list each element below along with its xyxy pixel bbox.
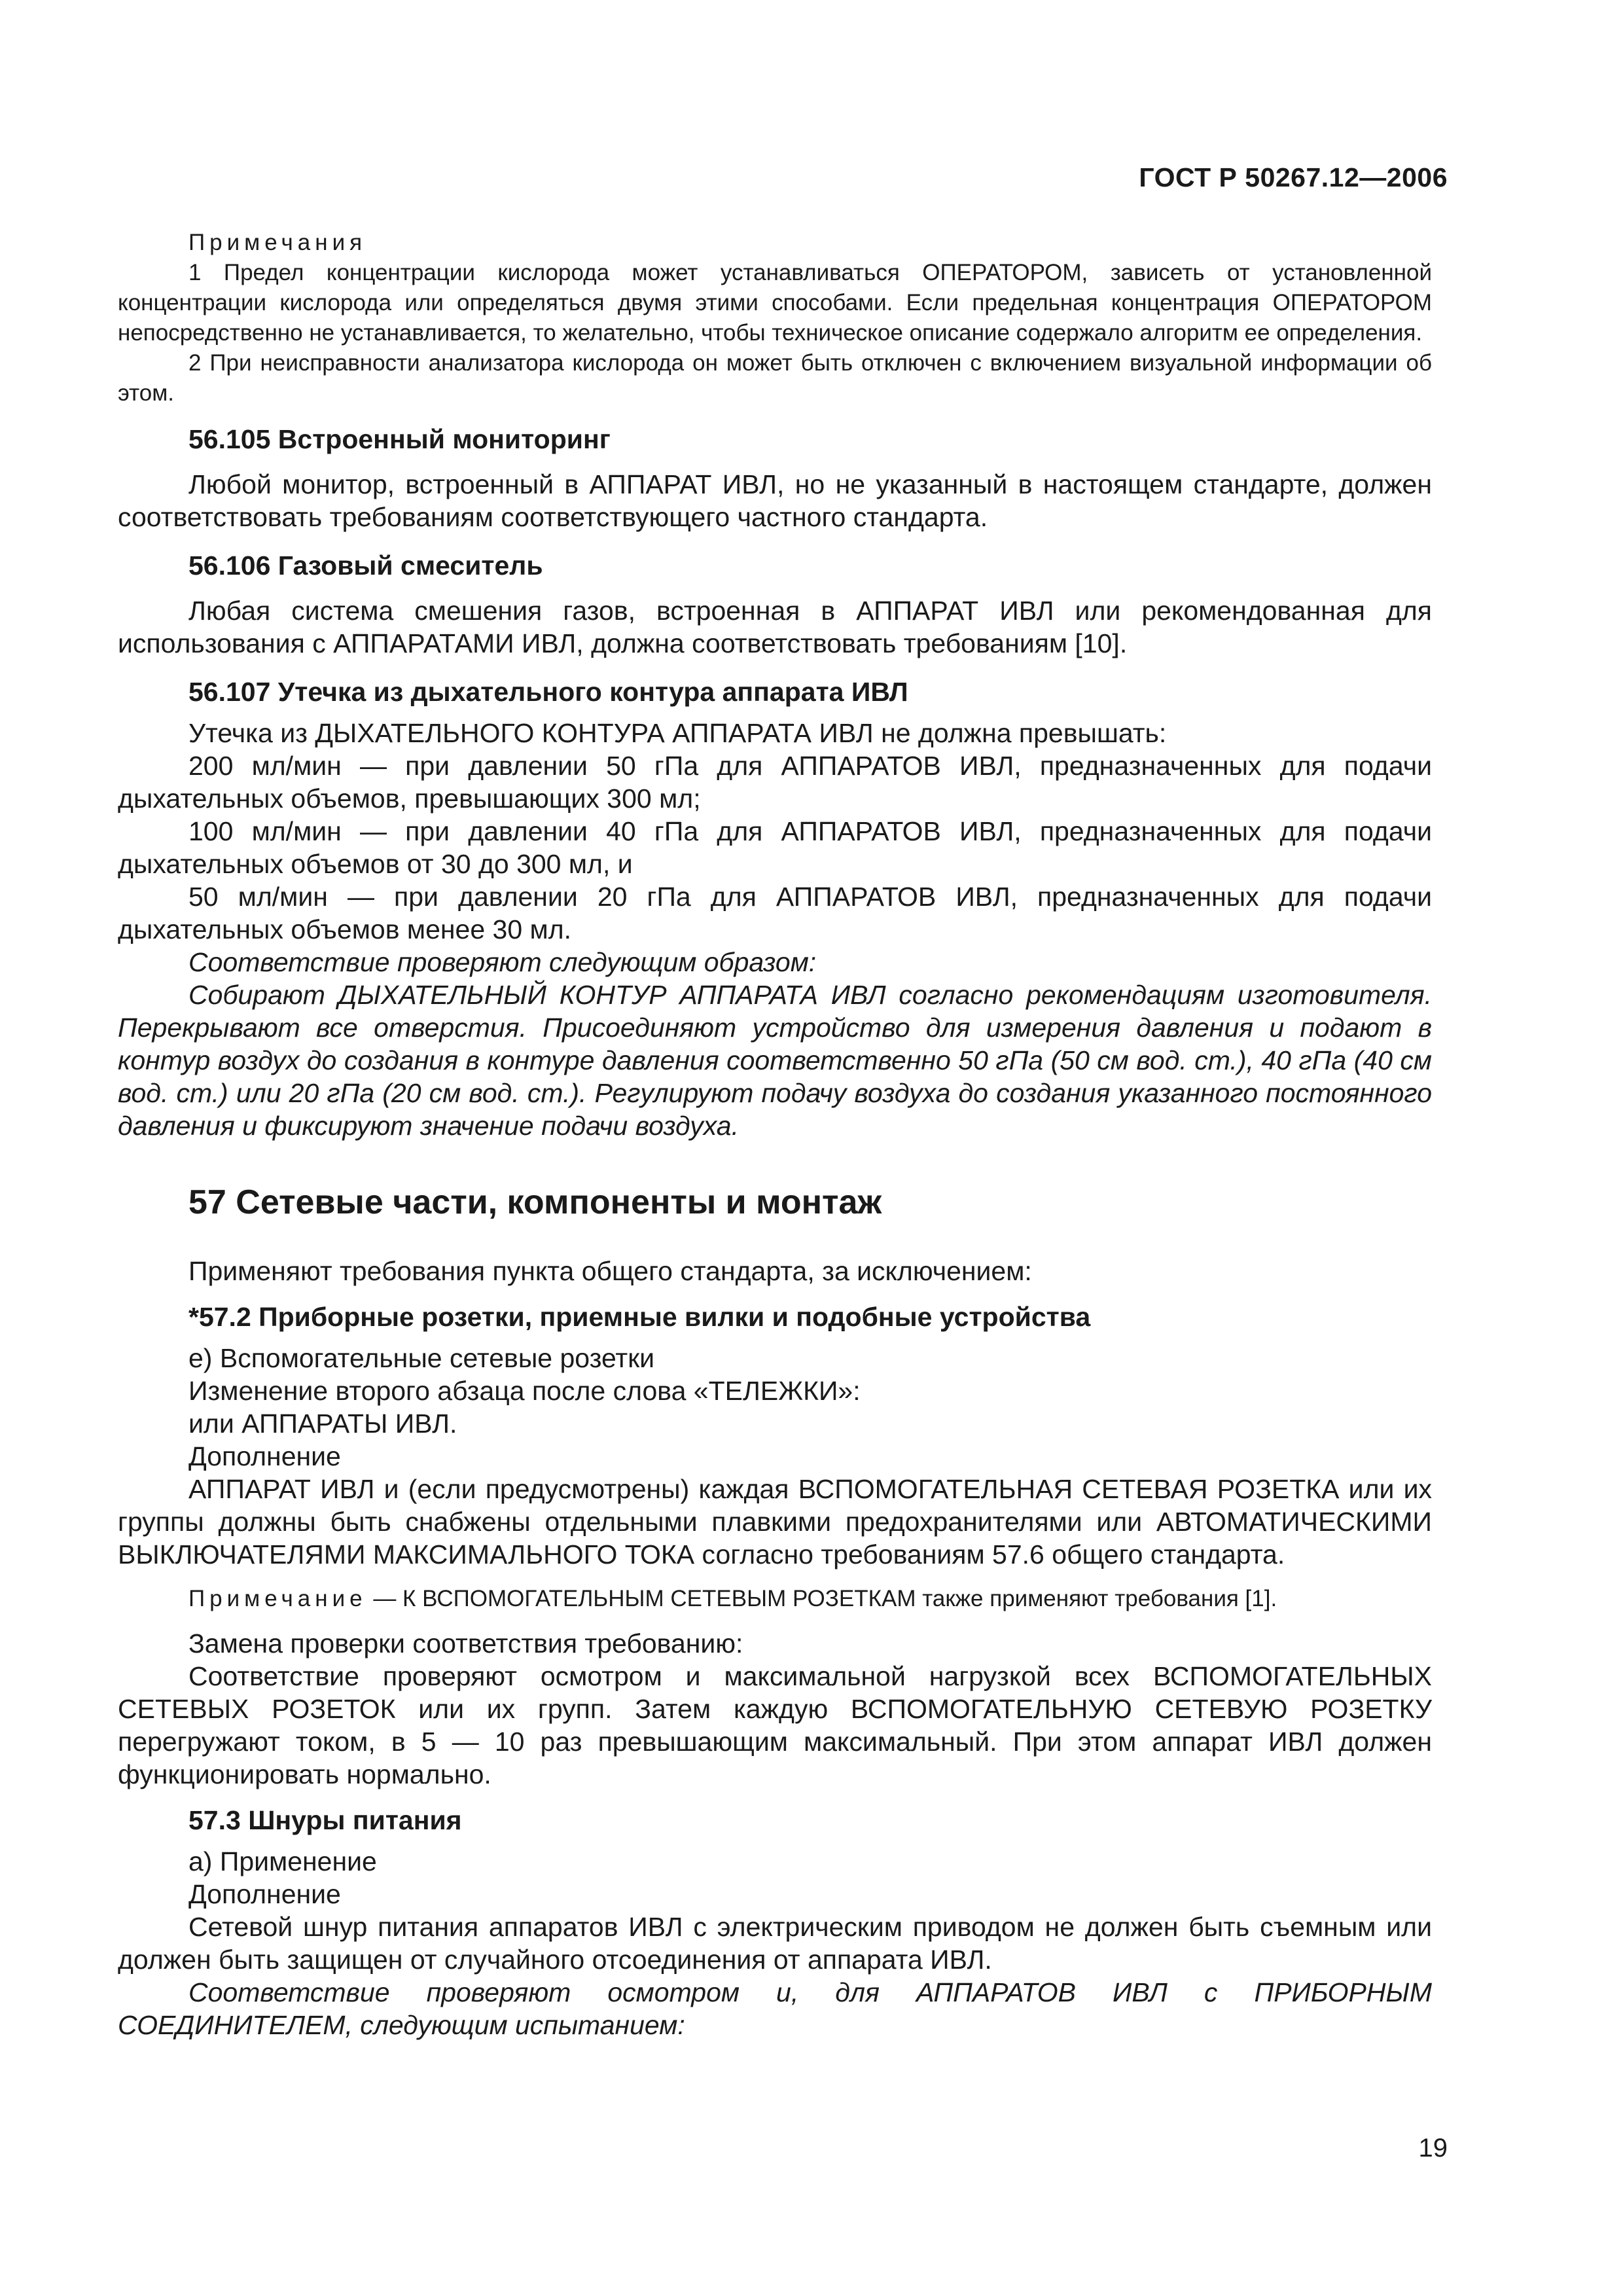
section-57-2-note (118, 1584, 1432, 1614)
compliance-text: Собирают ДЫХАТЕЛЬНЫЙ КОНТУР АППАРАТА ИВЛ согласно рекомендациям изготовителя. Перекрывают все отверстия. Присоединяют устройство для измерения давления и подают в контур воздух до создания в контуре давления соответственно 50 гПа (50 см вод. ст.), 40 гПа (40 см вод. ст.) или 20 гПа (20 см вод. ст.). Регулируют подачу воздуха до создания указанного постоянного давления и фиксируют значение подачи воздуха. (118, 980, 1432, 1141)
section-57-2-line-1: е) Вспомогательные сетевые розетки (188, 1343, 655, 1373)
section-57-heading: 57 Сетевые части, компоненты и монтаж (188, 1183, 882, 1221)
leak-item-3: 50 мл/мин — при давлении 20 гПа для АППАРАТОВ ИВЛ, предназначенных для подачи дыхательных объемов менее 30 мл. (118, 882, 1432, 944)
note-1: 1 Предел концентрации кислорода может устанавливаться ОПЕРАТОРОМ, зависеть от установленной концентрации кислорода или определяться двумя этими способами. Если предельная концентрация ОПЕРАТОРОМ непосредственно не устанавливается, то желательно, чтобы техническое описание содержало алгоритм ее определения. (118, 260, 1432, 346)
section-56-106-text: Любая система смешения газов, встроенная в АППАРАТ ИВЛ или рекомендованная для использования с АППАРАТАМИ ИВЛ, должна соответствовать требованиям [10]. (118, 596, 1432, 658)
section-57-2-line-4: Дополнение (188, 1441, 341, 1471)
section-56-107-intro: Утечка из ДЫХАТЕЛЬНОГО КОНТУРА АППАРАТА ИВЛ не должна превышать: (188, 718, 1167, 748)
section-56-105-text: Любой монитор, встроенный в АППАРАТ ИВЛ, но не указанный в настоящем стандарте, должен соответствовать требованиям соответствующего частного стандарта. (118, 469, 1432, 532)
replacement-text: Соответствие проверяют осмотром и максимальной нагрузкой всех ВСПОМОГАТЕЛЬНЫХ СЕТЕВЫХ РОЗЕТОК или их групп. Затем каждую ВСПОМОГАТЕЛЬНУЮ СЕТЕВУЮ РОЗЕТКУ перегружают током, в 5 — 10 раз превышающим максимальный. При этом аппарат ИВЛ должен функционировать нормально. (118, 1661, 1432, 1789)
section-57-2-line-2: Изменение второго абзаца после слова «ТЕЛЕЖКИ»: (188, 1376, 861, 1406)
section-57-3-text: Сетевой шнур питания аппаратов ИВЛ с электрическим приводом не должен быть съемным или должен быть защищен от случайного отсоединения от аппарата ИВЛ. (118, 1912, 1432, 1975)
section-57-3-heading: 57.3 Шнуры питания (188, 1805, 462, 1835)
section-56-105-heading: 56.105 Встроенный мониторинг (188, 424, 611, 454)
section-57-3-line-1: а) Применение (188, 1846, 377, 1876)
section-57-2-heading: *57.2 Приборные розетки, приемные вилки и подобные устройства (188, 1302, 1091, 1332)
notes-title: Примечания (188, 230, 367, 255)
section-57-3-line-2: Дополнение (188, 1879, 341, 1909)
section-57-3-check: Соответствие проверяют осмотром и, для АППАРАТОВ ИВЛ с ПРИБОРНЫМ СОЕДИНИТЕЛЕМ, следующим испытанием: (118, 1977, 1432, 2040)
leak-item-1: 200 мл/мин — при давлении 50 гПа для АППАРАТОВ ИВЛ, предназначенных для подачи дыхательных объемов, превышающих 300 мл; (118, 751, 1432, 814)
leak-item-2: 100 мл/мин — при давлении 40 гПа для АППАРАТОВ ИВЛ, предназначенных для подачи дыхательных объемов от 30 до 300 мл, и (118, 816, 1432, 879)
note-2: 2 При неисправности анализатора кислорода он может быть отключен с включением визуальной информации об этом. (118, 350, 1432, 406)
compliance-label: Соответствие проверяют следующим образом: (188, 947, 817, 977)
section-57-2-line-3: или АППАРАТЫ ИВЛ. (188, 1408, 457, 1439)
section-57-2-text: АППАРАТ ИВЛ и (если предусмотрены) каждая ВСПОМОГАТЕЛЬНАЯ СЕТЕВАЯ РОЗЕТКА или их группы должны быть снабжены отдельными плавкими предохранителями или АВТОМАТИЧЕСКИМИ ВЫКЛЮЧАТЕЛЯМИ МАКСИМАЛЬНОГО ТОКА согласно требованиям 57.6 общего стандарта. (118, 1474, 1432, 1570)
page-number: 19 (1418, 2134, 1448, 2162)
replacement-label: Замена проверки соответствия требованию: (188, 1628, 743, 1659)
section-56-107-heading: 56.107 Утечка из дыхательного контура аппарата ИВЛ (188, 677, 908, 707)
section-57-intro: Применяют требования пункта общего стандарта, за исключением: (188, 1256, 1032, 1286)
note-text: — К ВСПОМОГАТЕЛЬНЫМ СЕТЕВЫМ РОЗЕТКАМ также применяют требования [1]. (366, 1586, 1277, 1611)
page-content (118, 223, 1432, 2041)
standard-id: ГОСТ Р 50267.12—2006 (1139, 162, 1448, 192)
note-label: Примечание (188, 1586, 367, 1611)
section-56-106-heading: 56.106 Газовый смеситель (188, 550, 543, 581)
